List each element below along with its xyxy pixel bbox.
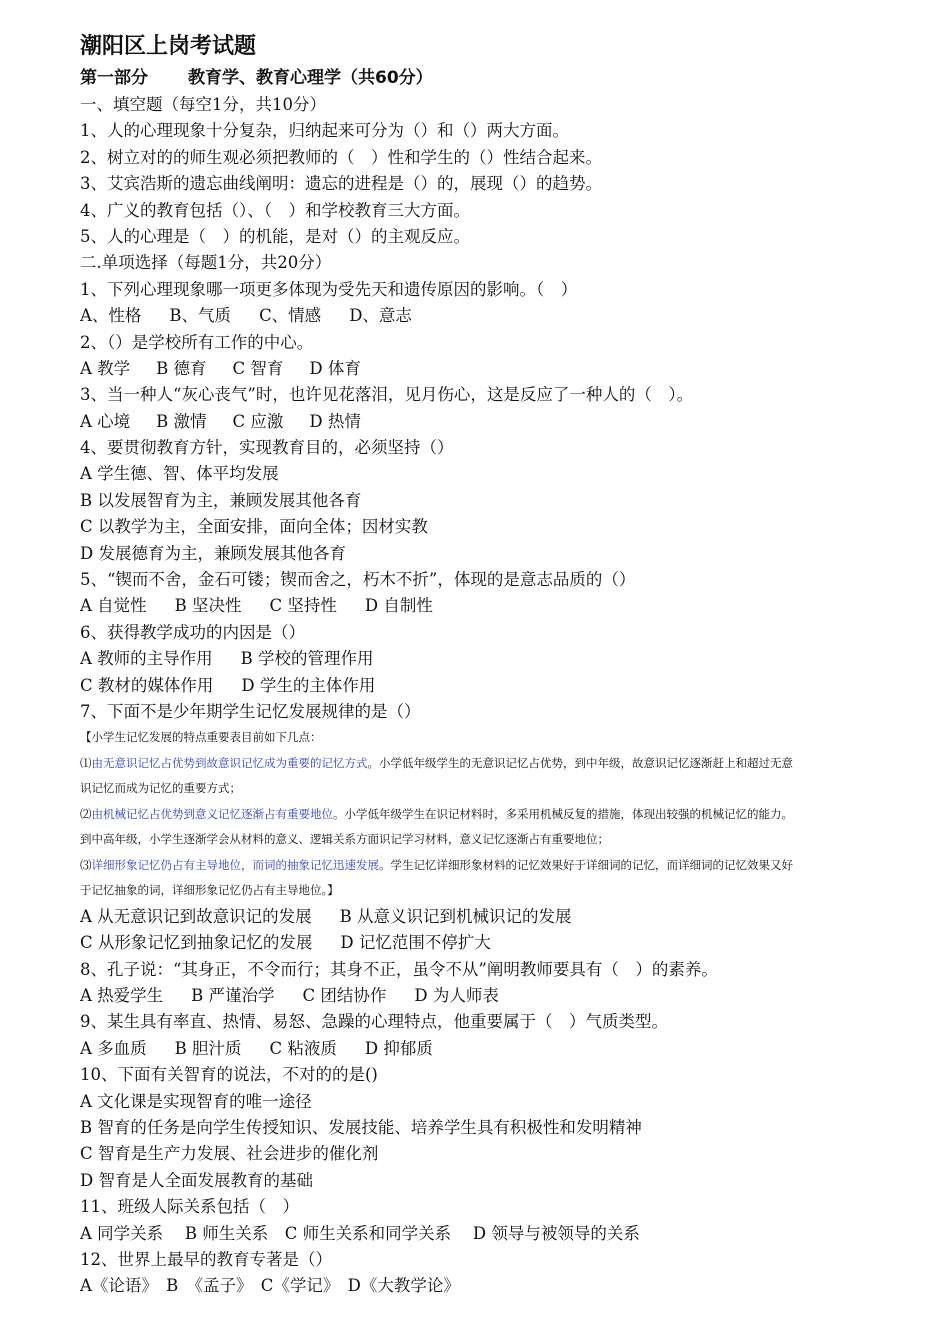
question: 7、下面不是少年期学生记忆发展规律的是（） <box>80 701 421 721</box>
option: B 严谨治学 <box>191 986 275 1006</box>
option-line: C 智育是生产力发展、社会进步的催化剂 <box>80 1144 379 1164</box>
option-line: A 文化课是实现智育的唯一途径 <box>80 1091 312 1111</box>
options-row <box>80 356 946 382</box>
question: 2、（）是学校所有工作的中心。 <box>80 332 314 352</box>
note-text: 到中高年级，小学生逐渐学会从材料的意义、逻辑关系方面识记学习材料，意义记忆逐渐占有重要地位； <box>80 832 609 847</box>
option-line: B 智育的任务是向学生传授知识、发展技能、培养学生具有积极性和发明精神 <box>80 1118 642 1137</box>
option: B 坚决性 <box>174 596 242 616</box>
options-row <box>80 1036 946 1062</box>
note-point <box>80 751 946 777</box>
note-text: 。小学低年级学生的无意识记忆占优势，到中年级，故意识记忆逐渐赶上和超过无意 <box>367 755 793 770</box>
option: B、气质 <box>169 306 232 326</box>
fill-blank-item: 1、人的心理现象十分复杂，归纳起来可分为（）和（）两大方面。 <box>80 121 569 141</box>
fill-blank-item: 3、艾宾浩斯的遗忘曲线阐明：遗忘的进程是（）的，展现（）的趋势。 <box>80 174 602 194</box>
note-point <box>80 853 946 879</box>
fill-blank-item: 5、人的心理是（ ）的机能，是对（）的主观反应。 <box>80 226 470 246</box>
option: A 心境 <box>80 411 131 431</box>
page-title: 潮阳区上岗考试题 <box>80 34 257 59</box>
question: 9、某生具有率直、热情、易怒、急躁的心理特点，他重要属于（ ）气质类型。 <box>80 1012 668 1032</box>
options-row <box>80 673 946 699</box>
option: B 胆汁质 <box>174 1038 242 1058</box>
exam-page <box>80 30 946 1300</box>
section-heading-single-choice: 二.单项选择（每题1分，共20分） <box>80 253 332 273</box>
options-row <box>80 303 946 329</box>
options-row <box>80 930 946 956</box>
options-row <box>80 983 946 1009</box>
option: D、意志 <box>349 306 412 326</box>
question: 3、当一种人“灰心丧气”时，也许见花落泪，见月伤心，这是反应了一种人的（ ）。 <box>80 385 694 405</box>
option-line: C 以教学为主，全面安排，面向全体；因材实教 <box>80 517 428 537</box>
note-text: 。小学低年级学生在识记材料时，多采用机械反复的措施，体现出较强的机械记忆的能力。 <box>333 806 793 821</box>
option: A 热爱学生 <box>80 986 164 1006</box>
question: 8、孔子说：“其身正，不令而行；其身不正，虽令不从”阐明教师要具有（ ）的素养。 <box>80 959 718 979</box>
question: 10、下面有关智育的说法，不对的的是() <box>80 1065 378 1085</box>
option: B 学校的管理作用 <box>240 649 374 669</box>
option: A 从无意识记到故意识记的发展 <box>80 906 312 926</box>
option: C 教材的媒体作用 <box>80 675 214 695</box>
question: 12、世界上最早的教育专著是（） <box>80 1249 332 1269</box>
option: D 记忆范围不停扩大 <box>340 933 491 953</box>
note-number: ⑴ <box>80 755 92 770</box>
option: B 德育 <box>156 358 207 378</box>
option: B 从意义识记到机械识记的发展 <box>339 906 572 926</box>
part-subject: 教育学、教育心理学（共60分） <box>188 68 433 88</box>
option: A 自觉性 <box>80 596 147 616</box>
option: C 粘液质 <box>269 1038 337 1058</box>
note-number: ⑶ <box>80 857 92 872</box>
note-text: 识记忆而成为记忆的重要方式； <box>80 781 241 796</box>
question: 11、班级人际关系包括（ ） <box>80 1197 299 1217</box>
options-row <box>80 593 946 619</box>
question: 6、获得教学成功的内因是（） <box>80 622 305 642</box>
question: 1、下列心理现象哪一项更多体现为受先天和遗传原因的影响。（ ） <box>80 279 578 299</box>
option: D 学生的主体作用 <box>241 675 376 695</box>
options-row <box>80 646 946 672</box>
option: C、情感 <box>259 306 322 326</box>
option: A、性格 <box>80 306 142 326</box>
option-line: A 学生德、智、体平均发展 <box>80 464 279 484</box>
option: B 激情 <box>156 411 207 431</box>
option: D 自制性 <box>364 596 433 616</box>
option-line: B 以发展智育为主，兼顾发展其他各育 <box>80 490 362 510</box>
option: C 应激 <box>232 411 284 431</box>
option: D 热情 <box>309 411 361 431</box>
part-heading <box>80 64 946 92</box>
options-row: A《论语》 B 《孟子》 C《学记》 D《大教学论》 <box>80 1276 460 1296</box>
note-text: 。学生记忆详细形象材料的记忆效果好于详细词的记忆，而详细词的记忆效果又好 <box>379 857 793 872</box>
note-highlight: 由机械记忆占优势到意义记忆逐渐占有重要地位 <box>91 806 333 821</box>
note-intro: 【小学生记忆发展的特点重要表目前如下几点： <box>80 730 322 745</box>
note-highlight: 由无意识记忆占优势到故意识记忆成为重要的记忆方式 <box>91 755 368 770</box>
option: C 智育 <box>232 358 284 378</box>
option: C 团结协作 <box>302 986 387 1006</box>
options-row <box>80 409 946 435</box>
option: A 多血质 <box>80 1038 147 1058</box>
options-row: A 同学关系 B 师生关系 C 师生关系和同学关系 D 领导与被领导的关系 <box>80 1223 640 1243</box>
options-row <box>80 904 946 930</box>
section-heading-fill-blank: 一、填空题（每空1分，共10分） <box>80 95 326 114</box>
question: 5、“锲而不舍，金石可镂；锲而舍之，朽木不折”，体现的是意志品质的（） <box>80 570 636 590</box>
option: C 从形象记忆到抽象记忆的发展 <box>80 933 313 953</box>
option: D 抑郁质 <box>364 1038 433 1058</box>
note-point <box>80 802 946 828</box>
option: A 教学 <box>80 358 131 378</box>
fill-blank-item: 4、广义的教育包括（）、（ ）和学校教育三大方面。 <box>80 200 470 220</box>
option: A 教师的主导作用 <box>80 649 213 669</box>
option: C 坚持性 <box>269 596 337 616</box>
option-line: D 发展德育为主，兼顾发展其他各育 <box>80 543 346 563</box>
question: 4、要贯彻教育方针，实现教育目的，必须坚持（） <box>80 438 454 458</box>
note-text: 于记忆抽象的词，详细形象记忆仍占有主导地位。】 <box>80 883 339 898</box>
option: D 体育 <box>309 358 361 378</box>
fill-blank-item: 2、树立对的的师生观必须把教师的（ ）性和学生的（）性结合起来。 <box>80 147 602 167</box>
part-label: 第一部分 <box>80 68 148 88</box>
note-number: ⑵ <box>80 806 92 821</box>
note-highlight: 详细形象记忆仍占有主导地位，而词的抽象记忆迅速发展 <box>91 857 379 872</box>
option-line: D 智育是人全面发展教育的基础 <box>80 1170 313 1190</box>
option: D 为人师表 <box>414 986 499 1006</box>
